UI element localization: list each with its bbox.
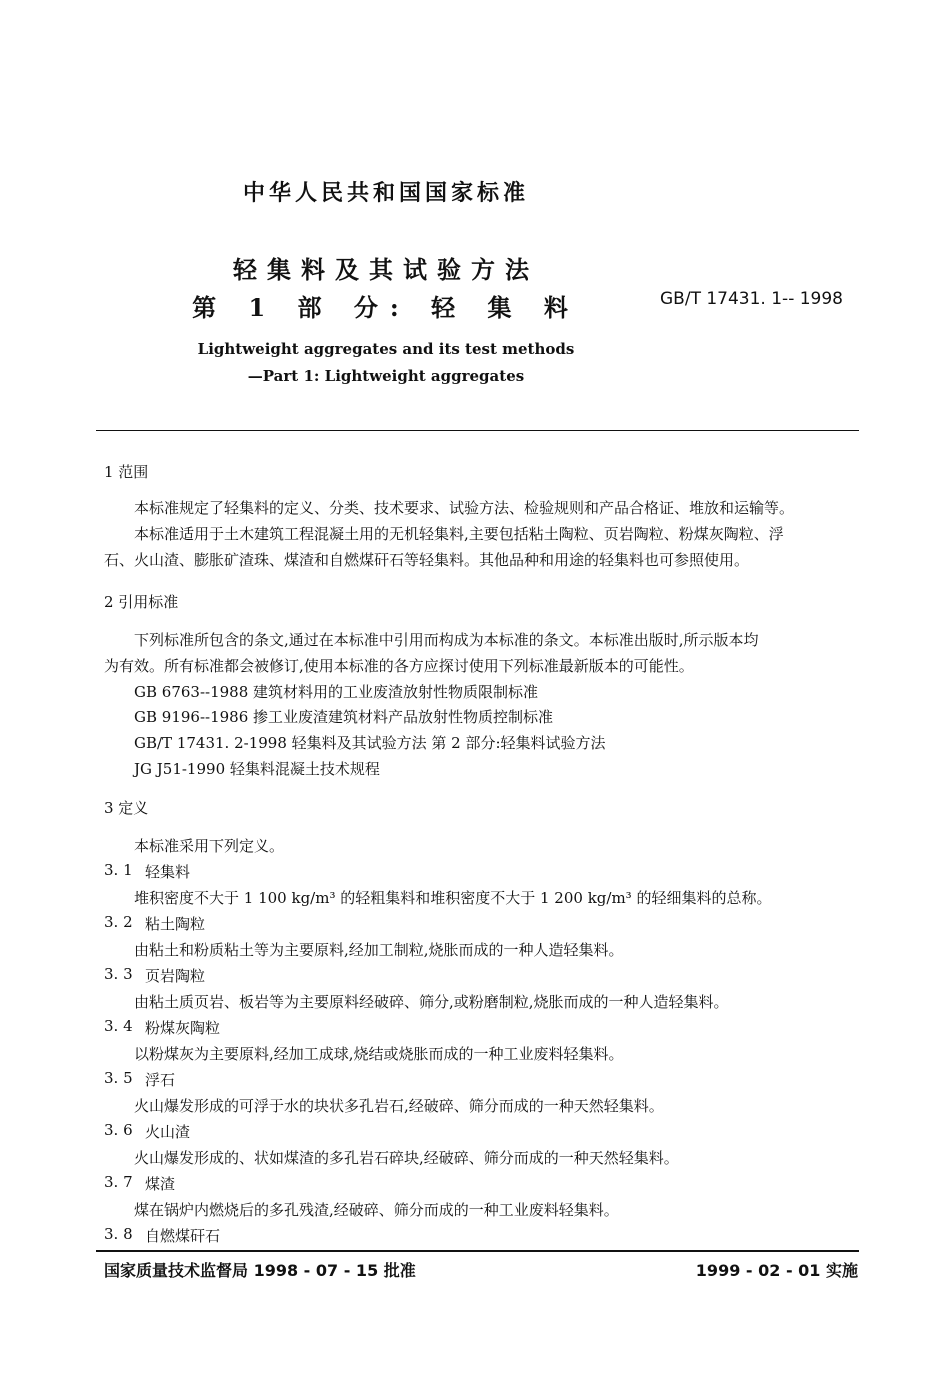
definition-term: 粘土陶粒 — [145, 915, 206, 933]
definition-term: 煤渣 — [145, 1175, 176, 1193]
standard-number: GB/T 17431. 1-- 1998 — [660, 289, 843, 309]
section-1-paragraph: 本标准适用于土木建筑工程混凝土用的无机轻集料,主要包括粘土陶粒、页岩陶粒、粉煤灰陶粒、浮 — [134, 525, 784, 543]
reference-item: GB/T 17431. 2-1998 轻集料及其试验方法 第 2 部分:轻集料试验方法 — [134, 734, 606, 752]
document-part-title: 第 1 部 分: 轻 集 料 — [192, 293, 580, 322]
definition-number: 3. 2 — [104, 913, 133, 931]
section-1-paragraph: 本标准规定了轻集料的定义、分类、技术要求、试验方法、检验规则和产品合格证、堆放和运输等。 — [134, 499, 795, 517]
section-2-paragraph: 下列标准所包含的条文,通过在本标准中引用而构成为本标准的条文。本标准出版时,所示版本均 — [134, 631, 759, 649]
english-subtitle: —Part 1: Lightweight aggregates — [247, 367, 525, 385]
definition-number: 3. 3 — [104, 965, 133, 983]
definition-term: 浮石 — [145, 1071, 176, 1089]
definition-text: 煤在锅炉内燃烧后的多孔残渣,经破碎、筛分而成的一种工业废料轻集料。 — [134, 1201, 619, 1219]
definition-term: 轻集料 — [145, 863, 191, 881]
definition-text: 以粉煤灰为主要原料,经加工成球,烧结或烧胀而成的一种工业废料轻集料。 — [134, 1045, 624, 1063]
definition-text: 火山爆发形成的可浮于水的块状多孔岩石,经破碎、筛分而成的一种天然轻集料。 — [134, 1097, 664, 1115]
definition-number: 3. 5 — [104, 1069, 133, 1087]
reference-item: GB 6763--1988 建筑材料用的工业废渣放射性物质限制标准 — [134, 683, 539, 701]
definition-number: 3. 6 — [104, 1121, 133, 1139]
document-title: 轻集料及其试验方法 — [233, 255, 539, 284]
definition-text: 由粘土和粉质粘土等为主要原料,经加工制粒,烧胀而成的一种人造轻集料。 — [134, 941, 624, 959]
reference-item: GB 9196--1986 掺工业废渣建筑材料产品放射性物质控制标准 — [134, 708, 554, 726]
footer-rule — [96, 1250, 859, 1252]
definition-term: 粉煤灰陶粒 — [145, 1019, 221, 1037]
section-2-paragraph: 为有效。所有标准都会被修订,使用本标准的各方应探讨使用下列标准最新版本的可能性。 — [104, 657, 694, 675]
definition-text: 火山爆发形成的、状如煤渣的多孔岩石碎块,经破碎、筛分而成的一种天然轻集料。 — [134, 1149, 679, 1167]
definition-text: 由粘土质页岩、板岩等为主要原料经破碎、筛分,或粉磨制粒,烧胀而成的一种人造轻集料。 — [134, 993, 729, 1011]
effective-date: 1999 - 02 - 01 实施 — [695, 1261, 858, 1280]
approval-date: 国家质量技术监督局 1998 - 07 - 15 批准 — [104, 1261, 416, 1280]
section-1-paragraph: 石、火山渣、膨胀矿渣珠、煤渣和自燃煤矸石等轻集料。其他品种和用途的轻集料也可参照使用。 — [104, 551, 750, 569]
section-3-intro: 本标准采用下列定义。 — [134, 837, 285, 855]
definition-term: 自燃煤矸石 — [145, 1227, 221, 1245]
header-rule — [96, 430, 859, 431]
national-standard-title: 中华人民共和国国家标准 — [242, 180, 529, 206]
section-1-heading: 1 范围 — [104, 463, 149, 481]
definition-text: 堆积密度不大于 1 100 kg/m³ 的轻粗集料和堆积密度不大于 1 200 kg/m³ 的轻细集料的总称。 — [134, 889, 772, 907]
definition-number: 3. 7 — [104, 1173, 133, 1191]
english-title: Lightweight aggregates and its test methods — [197, 340, 575, 358]
section-3-heading: 3 定义 — [104, 799, 149, 817]
section-2-heading: 2 引用标准 — [104, 593, 179, 611]
definition-number: 3. 1 — [104, 861, 133, 879]
reference-item: JG J51-1990 轻集料混凝土技术规程 — [134, 760, 380, 778]
definition-term: 页岩陶粒 — [145, 967, 206, 985]
definition-number: 3. 8 — [104, 1225, 133, 1243]
definition-number: 3. 4 — [104, 1017, 133, 1035]
definition-term: 火山渣 — [145, 1123, 191, 1141]
